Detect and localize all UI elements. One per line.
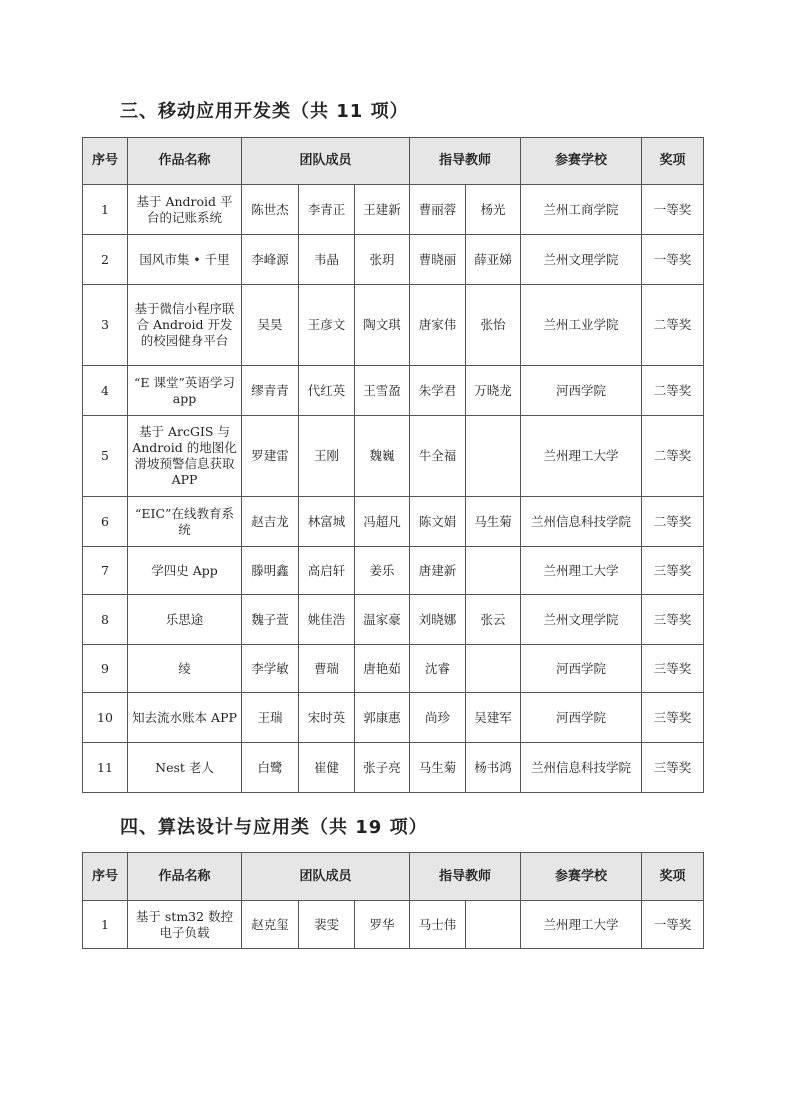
work-name-cell: 基于 stm32 数控电子负载 [128, 901, 242, 949]
table-row [83, 645, 704, 693]
header-work: 作品名称 [128, 138, 242, 185]
award-cell: 三等奖 [642, 645, 704, 693]
advisor-cell: 马生菊 [466, 497, 521, 547]
member-cell: 张子亮 [355, 743, 410, 793]
seq-cell: 1 [83, 185, 128, 235]
member-cell: 滕明鑫 [242, 547, 299, 595]
award-cell: 三等奖 [642, 743, 704, 793]
award-cell: 二等奖 [642, 285, 704, 366]
seq-cell: 4 [83, 366, 128, 416]
member-cell: 姚佳浩 [299, 595, 355, 645]
table-header-row [83, 853, 704, 901]
member-cell: 王雪盈 [355, 366, 410, 416]
award-cell: 三等奖 [642, 595, 704, 645]
table-row [83, 416, 704, 497]
advisor-cell: 马士伟 [410, 901, 466, 949]
member-cell: 吴昊 [242, 285, 299, 366]
member-cell: 宋时英 [299, 693, 355, 743]
member-cell: 冯超凡 [355, 497, 410, 547]
member-cell: 崔健 [299, 743, 355, 793]
seq-cell: 10 [83, 693, 128, 743]
seq-cell: 11 [83, 743, 128, 793]
seq-cell: 7 [83, 547, 128, 595]
header-advisors: 指导教师 [410, 138, 521, 185]
table-row [83, 693, 704, 743]
table-row [83, 235, 704, 285]
award-cell: 二等奖 [642, 366, 704, 416]
member-cell: 陈世杰 [242, 185, 299, 235]
award-cell: 一等奖 [642, 235, 704, 285]
advisor-cell: 吴建军 [466, 693, 521, 743]
table-row [83, 595, 704, 645]
member-cell: 温家豪 [355, 595, 410, 645]
table-row [83, 901, 704, 949]
member-cell: 罗华 [355, 901, 410, 949]
work-name-cell: “EIC”在线教育系统 [128, 497, 242, 547]
seq-cell: 9 [83, 645, 128, 693]
member-cell: 白鹭 [242, 743, 299, 793]
member-cell: 姜乐 [355, 547, 410, 595]
school-cell: 兰州理工大学 [521, 901, 642, 949]
member-cell: 魏子萱 [242, 595, 299, 645]
award-cell: 三等奖 [642, 693, 704, 743]
member-cell: 魏巍 [355, 416, 410, 497]
advisor-cell: 曹丽蓉 [410, 185, 466, 235]
school-cell: 兰州工商学院 [521, 185, 642, 235]
awards-table-algorithm [82, 852, 704, 949]
member-cell: 张玥 [355, 235, 410, 285]
header-advisors: 指导教师 [410, 853, 521, 901]
seq-cell: 3 [83, 285, 128, 366]
member-cell: 陶文琪 [355, 285, 410, 366]
advisor-cell [466, 645, 521, 693]
member-cell: 王彦文 [299, 285, 355, 366]
member-cell: 赵克玺 [242, 901, 299, 949]
member-cell: 李峰源 [242, 235, 299, 285]
member-cell: 唐艳茹 [355, 645, 410, 693]
school-cell: 兰州文理学院 [521, 595, 642, 645]
seq-cell: 8 [83, 595, 128, 645]
advisor-cell [466, 901, 521, 949]
work-name-cell: 基于 ArcGIS 与 Android 的地图化滑坡预警信息获取 APP [128, 416, 242, 497]
seq-cell: 5 [83, 416, 128, 497]
school-cell: 兰州文理学院 [521, 235, 642, 285]
member-cell: 代红英 [299, 366, 355, 416]
seq-cell: 2 [83, 235, 128, 285]
advisor-cell: 曹晓丽 [410, 235, 466, 285]
table-row [83, 285, 704, 366]
school-cell: 河西学院 [521, 693, 642, 743]
school-cell: 河西学院 [521, 366, 642, 416]
seq-cell: 6 [83, 497, 128, 547]
header-seq: 序号 [83, 853, 128, 901]
school-cell: 兰州信息科技学院 [521, 743, 642, 793]
table-body [83, 901, 704, 949]
award-cell: 三等奖 [642, 547, 704, 595]
member-cell: 王建新 [355, 185, 410, 235]
table-row [83, 497, 704, 547]
header-award: 奖项 [642, 853, 704, 901]
school-cell: 兰州理工大学 [521, 547, 642, 595]
advisor-cell: 陈文娟 [410, 497, 466, 547]
seq-cell: 1 [83, 901, 128, 949]
table-row [83, 547, 704, 595]
section-title-algorithm: 四、算法设计与应用类（共 19 项） [120, 817, 428, 838]
member-cell: 李学敏 [242, 645, 299, 693]
work-name-cell: 知去流水账本 APP [128, 693, 242, 743]
member-cell: 缪青青 [242, 366, 299, 416]
work-name-cell: 基于微信小程序联合 Android 开发的校园健身平台 [128, 285, 242, 366]
advisor-cell: 唐建新 [410, 547, 466, 595]
member-cell: 王瑞 [242, 693, 299, 743]
table-body [83, 185, 704, 793]
header-award: 奖项 [642, 138, 704, 185]
advisor-cell: 张云 [466, 595, 521, 645]
work-name-cell: 乐思途 [128, 595, 242, 645]
member-cell: 曹瑞 [299, 645, 355, 693]
awards-table-mobile-app [82, 137, 704, 793]
advisor-cell: 刘晓娜 [410, 595, 466, 645]
advisor-cell: 万晓龙 [466, 366, 521, 416]
advisor-cell: 尚珍 [410, 693, 466, 743]
advisor-cell [466, 416, 521, 497]
advisor-cell: 唐家伟 [410, 285, 466, 366]
member-cell: 韦晶 [299, 235, 355, 285]
member-cell: 林富城 [299, 497, 355, 547]
table-header-row [83, 138, 704, 185]
header-seq: 序号 [83, 138, 128, 185]
award-cell: 一等奖 [642, 901, 704, 949]
advisor-cell: 薛亚娣 [466, 235, 521, 285]
header-members: 团队成员 [242, 853, 410, 901]
work-name-cell: Nest 老人 [128, 743, 242, 793]
member-cell: 裴雯 [299, 901, 355, 949]
member-cell: 李青正 [299, 185, 355, 235]
award-cell: 一等奖 [642, 185, 704, 235]
table-row [83, 743, 704, 793]
school-cell: 兰州信息科技学院 [521, 497, 642, 547]
section-title-mobile-app: 三、移动应用开发类（共 11 项） [120, 101, 409, 122]
award-cell: 二等奖 [642, 416, 704, 497]
table-row [83, 185, 704, 235]
work-name-cell: 绫 [128, 645, 242, 693]
advisor-cell: 马生菊 [410, 743, 466, 793]
school-cell: 河西学院 [521, 645, 642, 693]
advisor-cell: 杨书鸿 [466, 743, 521, 793]
work-name-cell: 基于 Android 平台的记账系统 [128, 185, 242, 235]
school-cell: 兰州理工大学 [521, 416, 642, 497]
advisor-cell: 杨光 [466, 185, 521, 235]
work-name-cell: “E 课堂”英语学习 app [128, 366, 242, 416]
header-work: 作品名称 [128, 853, 242, 901]
school-cell: 兰州工业学院 [521, 285, 642, 366]
advisor-cell: 张怡 [466, 285, 521, 366]
member-cell: 郭康惠 [355, 693, 410, 743]
work-name-cell: 学四史 App [128, 547, 242, 595]
member-cell: 罗建雷 [242, 416, 299, 497]
header-school: 参赛学校 [521, 853, 642, 901]
advisor-cell: 牛全福 [410, 416, 466, 497]
advisor-cell: 朱学君 [410, 366, 466, 416]
advisor-cell [466, 547, 521, 595]
work-name-cell: 国风市集 • 千里 [128, 235, 242, 285]
member-cell: 王刚 [299, 416, 355, 497]
table-row [83, 366, 704, 416]
award-cell: 二等奖 [642, 497, 704, 547]
member-cell: 高启轩 [299, 547, 355, 595]
advisor-cell: 沈睿 [410, 645, 466, 693]
header-members: 团队成员 [242, 138, 410, 185]
header-school: 参赛学校 [521, 138, 642, 185]
member-cell: 赵吉龙 [242, 497, 299, 547]
